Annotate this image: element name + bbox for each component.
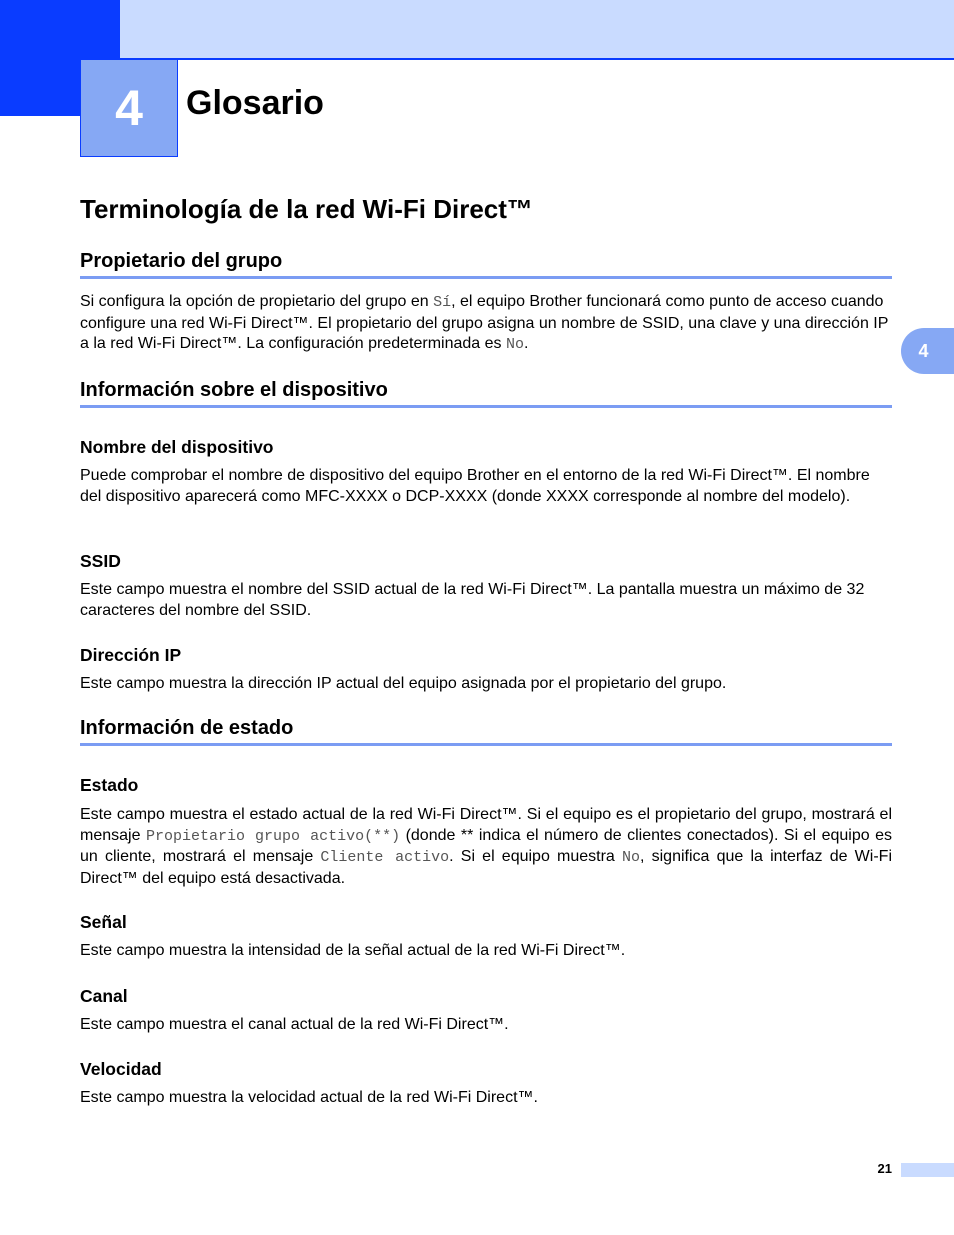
chapter-number: 4 (115, 80, 143, 136)
speed-paragraph: Este campo muestra la velocidad actual de la red Wi-Fi Direct™. (80, 1089, 538, 1106)
status-text-2: (donde ** indica el número de clientes conectados). Si el equipo es un cliente, mostrará el mensaje (80, 826, 893, 866)
header-band (120, 0, 954, 60)
status-code-owner: Propietario grupo activo(**) (145, 827, 401, 845)
status-text-3: . Si el equipo muestra (449, 848, 622, 866)
page-number: 21 (877, 1161, 892, 1176)
group-owner-code-si: Sí (433, 294, 452, 311)
status-text-4: , significa que la interfaz de Wi-Fi Direct™ del equipo está desactivada. (80, 848, 892, 887)
chapter-number-box (80, 59, 178, 157)
group-owner-code-no: No (505, 336, 524, 354)
ssid-heading: SSID (80, 551, 121, 571)
chapter-side-tab (901, 328, 954, 374)
ip-address-heading: Dirección IP (80, 645, 182, 665)
ssid-paragraph: Este campo muestra el nombre del SSID actual de la red Wi-Fi Direct™. La pantalla muestra un máximo de 32 caracteres del nombre del SSID. (80, 581, 865, 619)
device-name-paragraph: Puede comprobar el nombre de dispositivo del equipo Brother en el entorno de la red Wi-Fi Direct™. El nombre del dispositivo aparecerá como MFC-XXXX o DCP-XXXX (donde XXXX corresponde al nombre del modelo). (80, 467, 870, 505)
channel-heading: Canal (80, 986, 128, 1006)
status-heading: Estado (80, 775, 139, 795)
speed-heading: Velocidad (80, 1059, 162, 1079)
signal-heading: Señal (80, 912, 127, 932)
channel-paragraph: Este campo muestra el canal actual de la red Wi-Fi Direct™. (80, 1016, 509, 1033)
status-code-client: Cliente activo (320, 849, 450, 867)
footer-bar (901, 1163, 954, 1177)
group-owner-text-2: , el equipo Brother funcionará como punto de acceso cuando configure una red Wi-Fi Direct™. El propietario del grupo asigna un nombre de SSID, una clave y una dirección IP a la red Wi-Fi Direct™. La configuración predeterminada es (80, 293, 889, 353)
group-owner-paragraph (80, 292, 892, 356)
ip-address-paragraph: Este campo muestra la dirección IP actual del equipo asignada por el propietario del grupo. (80, 675, 727, 692)
subsection-group-owner-heading: Propietario del grupo (80, 250, 892, 279)
section-title: Terminología de la red Wi-Fi Direct™ (80, 194, 533, 224)
status-code-no: No (621, 849, 640, 867)
group-owner-text-1: Si configura la opción de propietario del grupo en (80, 293, 434, 310)
signal-paragraph: Este campo muestra la intensidad de la señal actual de la red Wi-Fi Direct™. (80, 942, 626, 959)
status-paragraph (80, 805, 892, 889)
device-name-heading: Nombre del dispositivo (80, 437, 274, 457)
chapter-title: Glosario (186, 84, 324, 122)
status-text-1: Este campo muestra el estado actual de la red Wi-Fi Direct™. Si el equipo es el propietario del grupo, mostrará el mensaje (80, 806, 892, 844)
side-tab-label: 4 (918, 340, 929, 361)
subsection-device-info-heading: Información sobre el dispositivo (80, 379, 892, 408)
group-owner-text-3: . (523, 335, 529, 353)
subsection-status-info-heading: Información de estado (80, 717, 892, 746)
